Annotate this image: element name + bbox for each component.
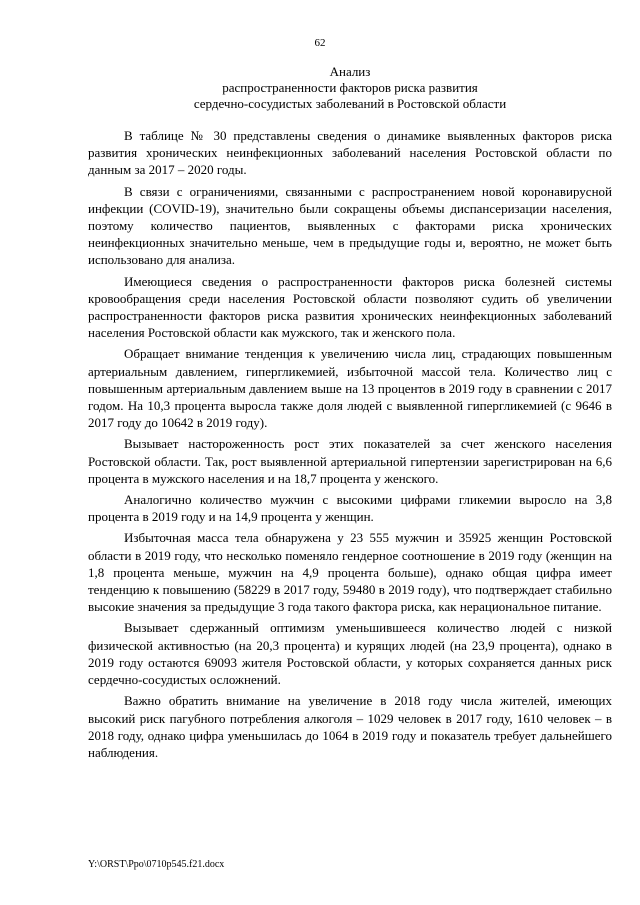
paragraph-1: В таблице № 30 представлены сведения о динамике выявленных факторов риска развития хронических неинфекционных заболеваний населения Ростовской области по данным за 2017 – 2020 годы.	[88, 128, 612, 178]
paragraph-3: Имеющиеся сведения о распространенности факторов риска болезней системы кровообращения среди населения Ростовской области позволяют судить об увеличении распространенности факторов риска развития хронических неинфекционных заболеваний населения Ростовской области как мужского, так и женского пола.	[88, 273, 612, 341]
page-number: 62	[314, 37, 326, 49]
footer-file-path: Y:\ORST\Ppo\0710p545.f21.docx	[88, 859, 225, 870]
paragraph-2: В связи с ограничениями, связанными с распространением новой коронавирусной инфекции (COVID-19), значительно были сокращены объемы диспансеризации населения, поэтому количество пациентов, выявленных с факторами риска хронических неинфекционных значительно меньше, чем в предыдущие годы и, вероятно, не может быть использовано для анализа.	[88, 183, 612, 268]
paragraph-8: Вызывает сдержанный оптимизм уменьшившееся количество людей с низкой физической активностью (на 20,3 процента) и курящих людей (на 23,9 процента), однако в 2019 году остаются 69093 жителя Ростовской области, у которых сохраняется данных риск сердечно-сосудистых осложнений.	[88, 620, 612, 688]
paragraph-5: Вызывает настороженность рост этих показателей за счет женского населения Ростовской области. Так, рост выявленной артериальной гипертензии зарегистрирован на 6,6 процента в мужского населения и на 18,7 процента у женского.	[88, 436, 612, 486]
title-line-1: Анализ	[329, 64, 371, 79]
paragraph-7: Избыточная масса тела обнаружена у 23 555 мужчин и 35925 женщин Ростовской области в 2019 году, что несколько поменяло гендерное соотношение в 2019 году (женщин на 1,8 процента меньше, мужчин на 4,9 процента больше), однако общая цифра имеет тенденцию к повышению (58229 в 2017 году, 59480 в 2019 году), что подтверждает стабильно высокие значения за предыдущие 3 года такого фактора риска, как нерациональное питание.	[88, 530, 612, 615]
document-title	[88, 64, 612, 112]
title-line-2: распространенности факторов риска развития	[222, 80, 478, 95]
title-line-3: сердечно-сосудистых заболеваний в Ростовской области	[193, 96, 507, 111]
paragraph-9: Важно обратить внимание на увеличение в 2018 году числа жителей, имеющих высокий риск пагубного потребления алкоголя – 1029 человек в 2017 году, 1610 человек – в 2018 году, однако цифра уменьшилась до 1064 в 2019 году и показатель требует дальнейшего наблюдения.	[88, 693, 612, 760]
paragraph-6: Аналогично количество мужчин с высокими цифрами гликемии выросло на 3,8 процента в 2019 году и на 14,9 процента у женщин.	[88, 492, 612, 525]
paragraph-4: Обращает внимание тенденция к увеличению числа лиц, страдающих повышенным артериальным давлением, гипергликемией, избыточной массой тела. Количество лиц с повышенным артериальным давлением выше на 13 процентов в 2019 году в сравнении с 2017 годом. На 10,3 процента выросла также доля людей с выявленной гипергликемией (с 9646 в 2017 году до 10642 в 2019 году).	[88, 346, 612, 431]
document-body	[88, 127, 612, 765]
